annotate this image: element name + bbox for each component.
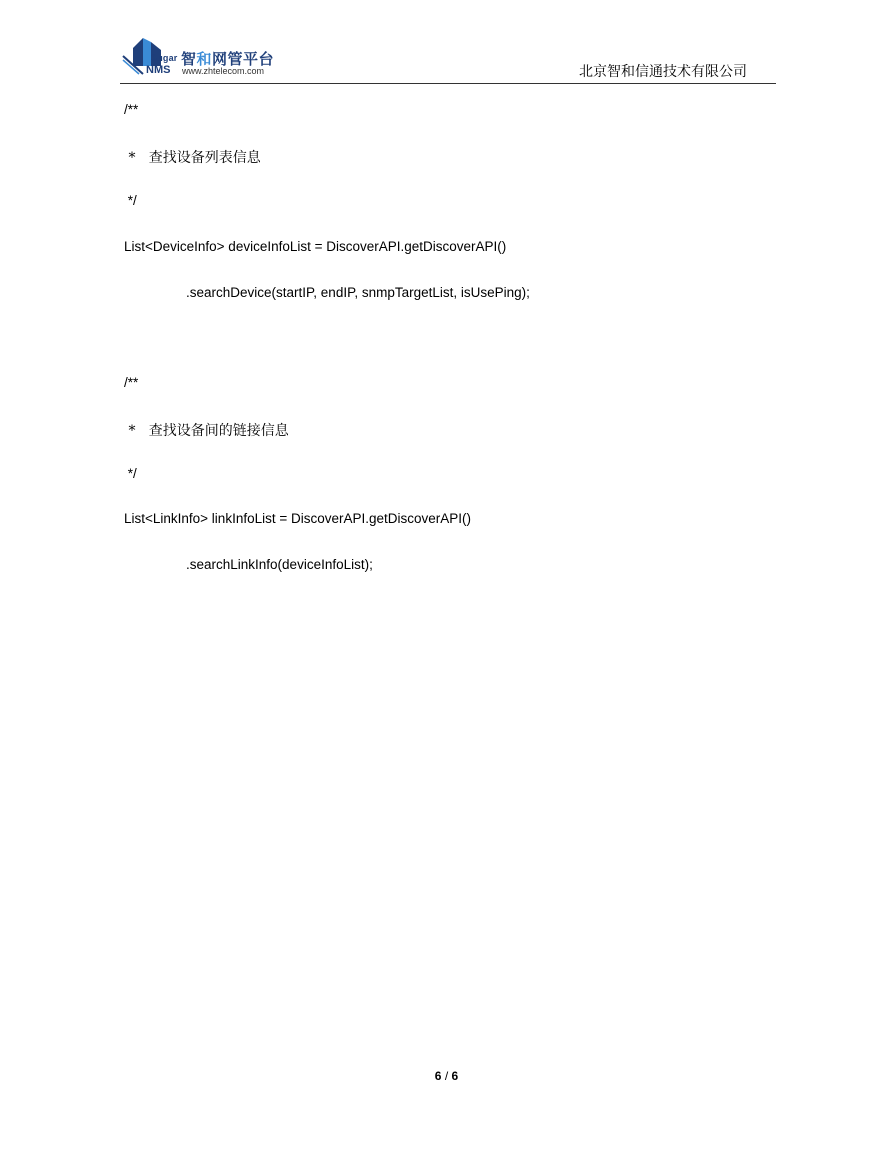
code-line: .searchDevice(startIP, endIP, snmpTargetList, isUsePing);: [186, 285, 530, 300]
code-line: List<DeviceInfo> deviceInfoList = DiscoverAPI.getDiscoverAPI(): [124, 239, 507, 254]
code-line: * 查找设备间的链接信息: [124, 423, 289, 439]
page-total: 6: [451, 1069, 459, 1083]
code-line: /**: [124, 375, 139, 390]
page-current: 6: [434, 1069, 442, 1083]
header-divider: [120, 83, 776, 84]
logo-cn-post: 网管平台: [212, 51, 275, 68]
code-line: List<LinkInfo> linkInfoList = DiscoverAPI.getDiscoverAPI(): [124, 511, 472, 526]
code-line: */: [124, 193, 137, 208]
company-name: 北京智和信通技术有限公司: [579, 63, 747, 79]
logo-url: www.zhtelecom.com: [182, 66, 265, 76]
code-line: /**: [124, 102, 139, 117]
page-separator: /: [441, 1069, 452, 1083]
page-header: [0, 0, 893, 90]
code-line: .searchLinkInfo(deviceInfoList);: [186, 557, 373, 572]
code-line: */: [124, 466, 137, 481]
page-number: [0, 1069, 893, 1083]
logo-cn-pre: 智: [181, 51, 197, 68]
code-line: * 查找设备列表信息: [124, 150, 261, 166]
logo-sugar-text: Sugar: [151, 53, 178, 63]
logo-nms-text: NMS: [146, 64, 171, 76]
logo-cn-highlight: 和: [196, 51, 213, 68]
sugar-nms-logo: [121, 36, 281, 80]
